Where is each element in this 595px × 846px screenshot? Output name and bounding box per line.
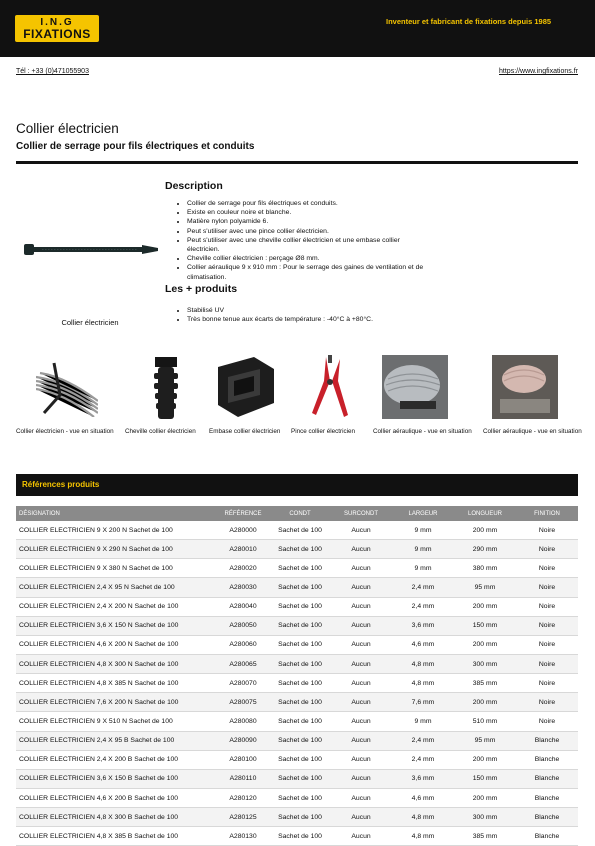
table-cell: Sachet de 100 [270, 521, 330, 540]
table-cell: A280065 [216, 654, 270, 673]
table-cell: Noire [516, 712, 578, 731]
table-cell: A280110 [216, 769, 270, 788]
references-table-body [16, 521, 578, 846]
table-cell: A280120 [216, 788, 270, 807]
table-cell: Sachet de 100 [270, 731, 330, 750]
table-cell: Aucun [330, 559, 392, 578]
table-cell: Sachet de 100 [270, 769, 330, 788]
table-cell: 4,8 mm [392, 827, 454, 846]
table-row [16, 769, 578, 788]
table-row [16, 597, 578, 616]
table-row [16, 750, 578, 769]
table-cell: Noire [516, 654, 578, 673]
table-cell: COLLIER ELECTRICIEN 3,6 X 150 B Sachet de 100 [16, 769, 216, 788]
gallery-image-duct-in-situation [492, 355, 558, 419]
logo-text-top: I.N.G [40, 16, 74, 28]
table-cell: Sachet de 100 [270, 808, 330, 827]
gallery-image-duct-tie [382, 355, 448, 419]
table-cell: 150 mm [454, 616, 516, 635]
table-cell: COLLIER ELECTRICIEN 4,8 X 300 N Sachet de 100 [16, 654, 216, 673]
table-row [16, 693, 578, 712]
table-cell: Sachet de 100 [270, 616, 330, 635]
phone-link[interactable]: Tél : +33 (0)471055903 [16, 68, 89, 75]
table-cell: Aucun [330, 788, 392, 807]
table-cell: Sachet de 100 [270, 540, 330, 559]
table-row [16, 788, 578, 807]
table-cell: Aucun [330, 693, 392, 712]
table-cell: 9 mm [392, 521, 454, 540]
advantage-item: • Très bonne tenue aux écarts de température : -40°C à +80°C. [187, 315, 447, 324]
table-cell: Aucun [330, 616, 392, 635]
table-cell: Aucun [330, 654, 392, 673]
table-cell: 4,8 mm [392, 674, 454, 693]
table-cell: COLLIER ELECTRICIEN 2,4 X 95 N Sachet de 100 [16, 578, 216, 597]
table-cell: 200 mm [454, 521, 516, 540]
references-section-header [16, 474, 578, 496]
table-cell: Aucun [330, 674, 392, 693]
page-header [0, 0, 595, 57]
table-cell: Blanche [516, 769, 578, 788]
description-item: • Existe en couleur noire et blanche. [187, 208, 427, 217]
table-cell: COLLIER ELECTRICIEN 9 X 380 N Sachet de 100 [16, 559, 216, 578]
table-cell: Sachet de 100 [270, 827, 330, 846]
table-cell: Sachet de 100 [270, 578, 330, 597]
table-cell: Aucun [330, 540, 392, 559]
product-caption: Collier électricien [61, 318, 119, 327]
table-cell: Aucun [330, 521, 392, 540]
table-cell: Sachet de 100 [270, 788, 330, 807]
gallery-image-base [214, 355, 278, 421]
table-cell: 4,6 mm [392, 635, 454, 654]
table-cell: A280125 [216, 808, 270, 827]
references-table [16, 506, 578, 846]
table-cell: 290 mm [454, 540, 516, 559]
gallery-caption: Cheville collier électricien [125, 428, 196, 435]
product-image [22, 236, 162, 264]
company-logo [15, 15, 99, 42]
table-cell: Noire [516, 674, 578, 693]
description-item: • Cheville collier électricien : perçage Ø8 mm. [187, 254, 427, 263]
table-cell: Sachet de 100 [270, 559, 330, 578]
gallery-caption: Collier aéraulique - vue en situation [373, 428, 472, 435]
table-cell: Noire [516, 559, 578, 578]
gallery-caption: Collier électricien - vue en situation [16, 428, 114, 435]
table-cell: COLLIER ELECTRICIEN 4,8 X 385 B Sachet de 100 [16, 827, 216, 846]
table-cell: Sachet de 100 [270, 597, 330, 616]
table-cell: A280070 [216, 674, 270, 693]
advantage-item: • Stabilisé UV [187, 306, 447, 315]
table-cell: 4,8 mm [392, 654, 454, 673]
table-cell: 7,6 mm [392, 693, 454, 712]
table-row [16, 712, 578, 731]
table-cell: A280075 [216, 693, 270, 712]
table-cell: Noire [516, 635, 578, 654]
table-cell: 4,6 mm [392, 788, 454, 807]
gallery-image-anchor [146, 355, 186, 423]
table-row [16, 808, 578, 827]
table-row [16, 616, 578, 635]
column-header: LONGUEUR [467, 510, 502, 517]
table-cell: Aucun [330, 578, 392, 597]
gallery-image-tie-in-situation [36, 355, 98, 417]
table-cell: Aucun [330, 827, 392, 846]
table-cell: Sachet de 100 [270, 712, 330, 731]
table-cell: 9 mm [392, 540, 454, 559]
table-cell: 9 mm [392, 559, 454, 578]
table-cell: COLLIER ELECTRICIEN 3,6 X 150 N Sachet de 100 [16, 616, 216, 635]
table-cell: 4,8 mm [392, 808, 454, 827]
website-link[interactable]: https://www.ingfixations.fr [499, 68, 578, 75]
table-cell: 9 mm [392, 712, 454, 731]
table-cell: 200 mm [454, 788, 516, 807]
gallery-caption: Embase collier électricien [209, 428, 281, 435]
table-cell: 2,4 mm [392, 750, 454, 769]
table-cell: 2,4 mm [392, 731, 454, 750]
column-header: DÉSIGNATION [19, 510, 60, 517]
table-cell: 385 mm [454, 827, 516, 846]
table-cell: COLLIER ELECTRICIEN 9 X 200 N Sachet de 100 [16, 521, 216, 540]
advantages-list [165, 306, 447, 324]
table-cell: Blanche [516, 750, 578, 769]
description-item: • Peut s'utiliser avec une cheville collier électricien et une embase collier électricien. [187, 236, 427, 254]
table-cell: Blanche [516, 731, 578, 750]
description-item: • Collier de serrage pour fils électriques et conduits. [187, 199, 427, 208]
table-cell: Aucun [330, 750, 392, 769]
table-row [16, 674, 578, 693]
table-cell: A280060 [216, 635, 270, 654]
table-cell: COLLIER ELECTRICIEN 4,6 X 200 N Sachet de 100 [16, 635, 216, 654]
table-cell: A280010 [216, 540, 270, 559]
table-cell: 3,6 mm [392, 769, 454, 788]
column-header: RÉFÉRENCE [224, 510, 262, 517]
table-row [16, 827, 578, 846]
table-cell: 300 mm [454, 808, 516, 827]
logo-text-bottom: FIXATIONS [23, 26, 91, 41]
column-header: CONDT [289, 510, 311, 517]
table-cell: Noire [516, 616, 578, 635]
description-heading: Description [165, 180, 223, 192]
table-cell: Noire [516, 597, 578, 616]
table-cell: A280020 [216, 559, 270, 578]
table-cell: Aucun [330, 731, 392, 750]
table-cell: Aucun [330, 712, 392, 731]
page-subtitle: Collier de serrage pour fils électriques et conduits [16, 141, 255, 152]
table-cell: 510 mm [454, 712, 516, 731]
table-cell: Sachet de 100 [270, 635, 330, 654]
table-row [16, 578, 578, 597]
column-header: LARGEUR [408, 510, 438, 517]
table-cell: COLLIER ELECTRICIEN 9 X 290 N Sachet de 100 [16, 540, 216, 559]
table-cell: A280000 [216, 521, 270, 540]
table-cell: 3,6 mm [392, 616, 454, 635]
table-header-row [16, 506, 578, 521]
table-cell: Aucun [330, 769, 392, 788]
table-cell: 300 mm [454, 654, 516, 673]
references-heading: Références produits [22, 480, 100, 489]
table-cell: Blanche [516, 788, 578, 807]
description-list [165, 199, 427, 282]
table-cell: COLLIER ELECTRICIEN 2,4 X 95 B Sachet de 100 [16, 731, 216, 750]
table-cell: 2,4 mm [392, 597, 454, 616]
table-cell: Noire [516, 578, 578, 597]
table-cell: Aucun [330, 808, 392, 827]
table-cell: A280040 [216, 597, 270, 616]
table-cell: COLLIER ELECTRICIEN 2,4 X 200 B Sachet de 100 [16, 750, 216, 769]
table-cell: A280080 [216, 712, 270, 731]
table-row [16, 731, 578, 750]
table-cell: Sachet de 100 [270, 674, 330, 693]
table-cell: COLLIER ELECTRICIEN 4,6 X 200 B Sachet de 100 [16, 788, 216, 807]
table-cell: 200 mm [454, 750, 516, 769]
company-tagline: Inventeur et fabricant de fixations depuis 1985 [386, 17, 552, 26]
table-cell: 95 mm [454, 731, 516, 750]
table-cell: A280130 [216, 827, 270, 846]
table-cell: Aucun [330, 597, 392, 616]
table-cell: 200 mm [454, 635, 516, 654]
title-divider [16, 161, 578, 164]
gallery-caption: Pince collier électricien [291, 428, 356, 435]
table-cell: 2,4 mm [392, 578, 454, 597]
table-cell: 150 mm [454, 769, 516, 788]
table-cell: A280050 [216, 616, 270, 635]
table-cell: COLLIER ELECTRICIEN 7,6 X 200 N Sachet de 100 [16, 693, 216, 712]
advantages-heading: Les + produits [165, 283, 238, 295]
table-cell: 200 mm [454, 693, 516, 712]
table-cell: COLLIER ELECTRICIEN 2,4 X 200 N Sachet de 100 [16, 597, 216, 616]
table-cell: 200 mm [454, 597, 516, 616]
table-cell: A280030 [216, 578, 270, 597]
description-item: • Collier aéraulique 9 x 910 mm : Pour le serrage des gaines de ventilation et de climatisation. [187, 263, 427, 281]
table-cell: Noire [516, 540, 578, 559]
table-cell: A280090 [216, 731, 270, 750]
table-row [16, 559, 578, 578]
description-item: • Peut s'utiliser avec une pince collier électricien. [187, 227, 427, 236]
table-cell: Blanche [516, 808, 578, 827]
table-cell: 380 mm [454, 559, 516, 578]
table-cell: Sachet de 100 [270, 750, 330, 769]
table-row [16, 540, 578, 559]
table-cell: Sachet de 100 [270, 693, 330, 712]
table-cell: COLLIER ELECTRICIEN 9 X 510 N Sachet de 100 [16, 712, 216, 731]
table-row [16, 635, 578, 654]
table-cell: A280100 [216, 750, 270, 769]
table-cell: 385 mm [454, 674, 516, 693]
column-header: FINITION [534, 510, 560, 517]
table-cell: COLLIER ELECTRICIEN 4,8 X 385 N Sachet de 100 [16, 674, 216, 693]
table-cell: Blanche [516, 827, 578, 846]
description-item: • Matière nylon polyamide 6. [187, 217, 427, 226]
column-header: SURCONDT [344, 510, 378, 517]
table-cell: Sachet de 100 [270, 654, 330, 673]
table-cell: Noire [516, 521, 578, 540]
gallery-caption: Collier aéraulique - vue en situation [483, 428, 582, 435]
table-row [16, 521, 578, 540]
table-cell: Noire [516, 693, 578, 712]
table-row [16, 654, 578, 673]
table-cell: COLLIER ELECTRICIEN 4,8 X 300 B Sachet de 100 [16, 808, 216, 827]
table-cell: 95 mm [454, 578, 516, 597]
table-cell: Aucun [330, 635, 392, 654]
gallery-image-pliers [310, 355, 350, 421]
page-title: Collier électricien [16, 121, 119, 136]
